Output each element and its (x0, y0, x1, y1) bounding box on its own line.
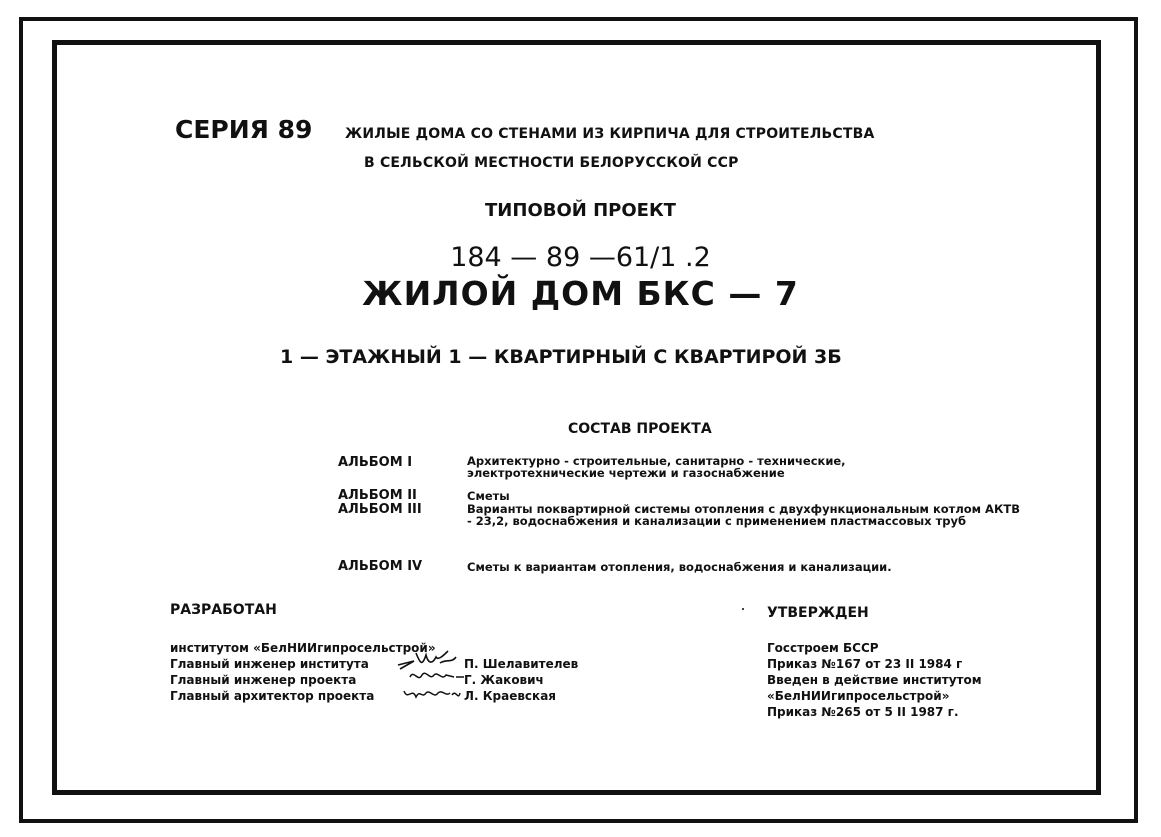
approved-line-5: Приказ №265 от 5 II 1987 г. (767, 705, 959, 719)
album-1-label: АЛЬБОМ I (338, 455, 413, 470)
series-title-line-1: ЖИЛЫЕ ДОМА СО СТЕНАМИ ИЗ КИРПИЧА ДЛЯ СТРОИТЕЛЬСТВА (345, 126, 875, 142)
album-1-text: Архитектурно - строительные, санитарно - технические, электротехнические чертежи и газоснабжение (467, 454, 846, 480)
album-3-text: Варианты поквартирной системы отопления с двухфункциональным котлом АКТВ - 23,2, водоснабжения и канализации с применением пластмассовых труб (467, 502, 1020, 528)
approved-line-1: Госстроем БССР (767, 641, 879, 655)
project-type: ТИПОВОЙ ПРОЕКТ (485, 200, 676, 221)
album-2-label: АЛЬБОМ II (338, 488, 417, 503)
chief-engineer-project-name: Г. Жакович (464, 673, 544, 687)
album-4-text: Сметы к вариантам отопления, водоснабжения и канализации. (467, 560, 892, 574)
developer-institute: институтом «БелНИИгипросельстрой» (170, 641, 436, 655)
series-label: СЕРИЯ 89 (175, 115, 313, 144)
series-title-line-2: В СЕЛЬСКОЙ МЕСТНОСТИ БЕЛОРУССКОЙ ССР (364, 155, 739, 171)
approved-line-4: «БелНИИгипросельстрой» (767, 689, 950, 703)
album-2-text: Сметы (467, 489, 510, 503)
approved-line-3: Введен в действие институтом (767, 673, 982, 687)
project-number: 184 — 89 —61/1 .2 (450, 242, 711, 273)
chief-architect-role: Главный архитектор проекта (170, 689, 375, 703)
chief-engineer-institute-role: Главный инженер института (170, 657, 369, 671)
album-4-label: АЛЬБОМ IV (338, 559, 423, 574)
dot-mark (742, 608, 744, 610)
project-description: 1 — ЭТАЖНЫЙ 1 — КВАРТИРНЫЙ С КВАРТИРОЙ 3Б (280, 346, 842, 368)
project-name: ЖИЛОЙ ДОМ БКС — 7 (362, 274, 799, 313)
signature-zhakovich (408, 667, 466, 687)
approved-line-2: Приказ №167 от 23 II 1984 г (767, 657, 963, 671)
approved-heading: УТВЕРЖДЕН (767, 605, 869, 621)
signature-kraevskaya (402, 685, 462, 705)
chief-architect-name: Л. Краевская (464, 689, 556, 703)
chief-engineer-institute-name: П. Шелавителев (464, 657, 579, 671)
chief-engineer-project-role: Главный инженер проекта (170, 673, 357, 687)
composition-heading: СОСТАВ ПРОЕКТА (568, 421, 712, 437)
developed-heading: РАЗРАБОТАН (170, 602, 277, 618)
album-3-label: АЛЬБОМ III (338, 502, 422, 517)
